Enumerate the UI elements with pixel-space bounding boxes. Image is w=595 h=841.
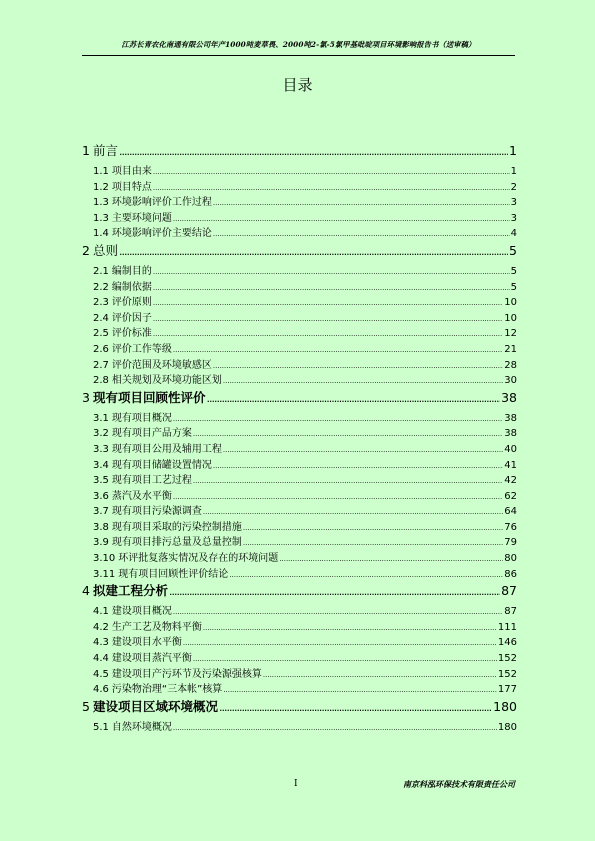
toc-entry-page: 12 [504,328,517,340]
toc-section-entry[interactable] [82,358,517,374]
toc-dot-leader [243,536,503,551]
toc-chapter-entry[interactable] [82,582,517,604]
toc-section-entry[interactable] [82,342,517,358]
toc-entry-page: 4 [510,228,517,240]
toc-dot-leader [223,443,503,458]
toc-dot-leader [153,296,503,311]
toc-entry-number: 2.3 [93,297,109,309]
toc-section-entry[interactable] [82,164,517,180]
toc-dot-leader [193,474,503,489]
toc-chapter-entry[interactable] [82,698,517,720]
toc-entry-page: 38 [501,389,517,405]
toc-entry-page: 146 [497,637,517,649]
toc-entry-number: 1.2 [93,181,109,193]
toc-section-entry[interactable] [82,604,517,620]
toc-entry-number: 3.5 [93,475,109,487]
toc-dot-leader [243,521,503,536]
toc-dot-leader [206,390,500,408]
toc-entry-page: 10 [504,297,517,309]
toc-entry-label: 现有项目工艺过程 [111,475,192,487]
toc-entry-page: 79 [504,537,517,549]
toc-entry-number: 4.2 [93,621,109,633]
toc-entry-page: 10 [504,312,517,324]
toc-entry-label: 现有项目概况 [111,412,172,424]
toc-entry-number: 3.8 [93,521,109,533]
toc-dot-leader [223,374,503,389]
toc-dot-leader [213,359,503,374]
toc-dot-leader [173,343,503,358]
toc-dot-leader [173,490,503,505]
toc-dot-leader [193,427,503,442]
toc-section-entry[interactable] [82,326,517,342]
toc-entry-number: 3.10 [93,553,116,565]
toc-entry-label: 编制目的 [111,265,152,277]
toc-entry-page: 86 [504,568,517,580]
toc-entry-label: 现有项目污染源调查 [111,506,202,518]
toc-dot-leader [153,181,510,196]
toc-entry-page: 3 [510,197,517,209]
toc-entry-number: 3.7 [93,506,109,518]
toc-section-entry[interactable] [82,682,517,698]
toc-entry-page: 5 [510,281,517,293]
toc-entry-number: 1 [82,143,90,158]
toc-entry-label: 评价工作等级 [111,343,172,355]
toc-entry-label: 现有项目排污总量及总量控制 [111,537,242,549]
toc-chapter-entry[interactable] [82,389,517,411]
toc-entry-page: 62 [504,490,517,502]
toc-chapter-entry[interactable] [82,142,517,164]
toc-entry-label: 拟建工程分析 [92,583,168,599]
toc-section-entry[interactable] [82,473,517,489]
toc-section-entry[interactable] [82,373,517,389]
toc-section-entry[interactable] [82,264,517,280]
toc-entry-number: 3.6 [93,490,109,502]
toc-entry-page: 42 [504,475,517,487]
toc-entry-label: 主要环境问题 [111,212,172,224]
toc-entry-number: 3 [82,389,90,405]
toc-entry-number: 2.6 [93,343,109,355]
toc-entry-label: 项目特点 [111,181,152,193]
toc-entry-page: 5 [509,242,517,258]
toc-entry-number: 2.8 [93,375,109,387]
toc-section-entry[interactable] [82,651,517,667]
toc-dot-leader [153,281,510,296]
toc-entry-page: 30 [504,375,517,387]
toc-entry-page: 64 [504,506,517,518]
toc-entry-label: 总则 [92,242,118,258]
toc-entry-label: 评价原则 [111,297,152,309]
toc-dot-leader [153,327,503,342]
toc-entry-page: 180 [497,721,517,733]
toc-entry-label: 污染物治理“三本帐”核算 [111,684,223,696]
toc-section-entry[interactable] [82,226,517,242]
toc-entry-number: 3.4 [93,459,109,471]
toc-entry-page: 21 [504,343,517,355]
toc-entry-number: 4.5 [93,668,109,680]
toc-entry-number: 5 [82,698,90,714]
toc-dot-leader [153,165,510,180]
toc-entry-label: 环境影响评价主要结论 [111,228,212,240]
toc-dot-leader [203,621,497,636]
toc-dot-leader [213,459,503,474]
toc-entry-page: 80 [504,553,517,565]
toc-section-entry[interactable] [82,520,517,536]
toc-dot-leader [263,668,497,683]
toc-entry-page: 152 [497,653,517,665]
toc-entry-number: 1.3 [93,212,109,224]
toc-dot-leader [153,265,510,280]
toc-entry-label: 建设项目区域环境概况 [92,698,218,714]
toc-chapter-entry[interactable] [82,242,517,264]
footer-page-number: I [294,779,298,789]
toc-entry-label: 自然环境概况 [111,721,172,733]
document-header: 江苏长青农化南通有限公司年产1000吨麦草畏、2000吨2-氯-5氯甲基吡啶项目环境影响报告书（送审稿） [121,40,476,49]
toc-entry-page: 152 [497,668,517,680]
toc-section-entry[interactable] [82,458,517,474]
toc-entry-label: 现有项目回顾性评价结论 [118,568,229,580]
toc-section-entry[interactable] [82,411,517,427]
toc-entry-number: 1.4 [93,228,109,240]
toc-entry-page: 1 [509,143,517,158]
toc-entry-number: 4 [82,583,90,599]
toc-entry-page: 76 [504,521,517,533]
toc-section-entry[interactable] [82,211,517,227]
toc-dot-leader [173,605,503,620]
table-of-contents [82,142,517,735]
toc-section-entry[interactable] [82,535,517,551]
page-title: 目录 [282,76,313,94]
toc-entry-label: 建设项目水平衡 [111,637,182,649]
toc-entry-number: 1.3 [93,197,109,209]
footer-company-name: 南京科泓环保技术有限责任公司 [403,779,515,789]
toc-entry-number: 2.1 [93,265,109,277]
toc-entry-label: 建设项目概况 [111,606,172,618]
toc-entry-label: 评价范围及环境敏感区 [111,359,212,371]
toc-entry-page: 87 [501,583,517,599]
toc-entry-label: 现有项目公用及辅用工程 [111,443,222,455]
toc-dot-leader [223,683,497,698]
toc-entry-page: 28 [504,359,517,371]
toc-entry-label: 编制依据 [111,281,152,293]
toc-entry-number: 2.2 [93,281,109,293]
toc-entry-number: 4.6 [93,684,109,696]
toc-dot-leader [219,699,492,717]
toc-entry-label: 项目由来 [111,166,152,177]
toc-entry-page: 38 [504,412,517,424]
toc-section-entry[interactable] [82,489,517,505]
toc-section-entry[interactable] [82,311,517,327]
toc-entry-page: 87 [504,606,517,618]
toc-entry-number: 4.4 [93,653,109,665]
header-divider [82,55,515,56]
toc-entry-label: 现有项目回顾性评价 [92,389,206,405]
toc-section-entry[interactable] [82,180,517,196]
toc-entry-label: 评价标准 [111,328,152,340]
toc-dot-leader [183,636,497,651]
toc-section-entry[interactable] [82,295,517,311]
toc-dot-leader [173,212,510,227]
toc-section-entry[interactable] [82,720,517,736]
toc-entry-label: 相关规划及环境功能区划 [111,375,222,387]
toc-entry-label: 现有项目产品方案 [111,428,192,440]
toc-entry-page: 177 [497,684,517,696]
toc-entry-number: 2.4 [93,312,109,324]
toc-entry-number: 3.3 [93,443,109,455]
toc-entry-page: 2 [510,181,517,193]
toc-entry-number: 2 [82,242,90,258]
toc-dot-leader [119,143,508,161]
toc-dot-leader [119,243,508,261]
toc-section-entry[interactable] [82,567,517,583]
toc-entry-label: 建设项目蒸汽平衡 [111,653,192,665]
toc-entry-number: 3.11 [93,568,116,580]
toc-entry-number: 3.1 [93,412,109,424]
toc-entry-label: 生产工艺及物料平衡 [111,621,202,633]
toc-dot-leader [169,583,500,601]
toc-entry-label: 现有项目采取的污染控制措施 [111,521,242,533]
toc-entry-label: 现有项目储罐设置情况 [111,459,212,471]
toc-section-entry[interactable] [82,551,517,567]
toc-entry-number: 1.1 [93,166,109,177]
toc-entry-page: 38 [504,428,517,440]
toc-dot-leader [173,412,503,427]
toc-entry-number: 2.5 [93,328,109,340]
toc-entry-number: 2.7 [93,359,109,371]
toc-section-entry[interactable] [82,442,517,458]
toc-dot-leader [153,312,503,327]
toc-entry-label: 建设项目产污环节及污染源强核算 [111,668,262,680]
toc-dot-leader [229,568,503,583]
toc-dot-leader [203,505,503,520]
toc-entry-page: 3 [510,212,517,224]
toc-entry-page: 1 [510,166,517,177]
toc-dot-leader [213,227,510,242]
toc-section-entry[interactable] [82,280,517,296]
toc-section-entry[interactable] [82,620,517,636]
toc-entry-label: 环境影响评价工作过程 [111,197,212,209]
toc-entry-page: 40 [504,443,517,455]
toc-dot-leader [213,196,510,211]
toc-entry-label: 前言 [92,143,118,158]
toc-entry-label: 蒸汽及水平衡 [111,490,172,502]
toc-entry-number: 4.3 [93,637,109,649]
toc-entry-page: 41 [504,459,517,471]
toc-dot-leader [173,721,497,736]
toc-entry-page: 5 [510,265,517,277]
toc-entry-number: 4.1 [93,606,109,618]
toc-entry-page: 111 [497,621,517,633]
toc-dot-leader [193,652,497,667]
toc-section-entry[interactable] [82,195,517,211]
toc-section-entry[interactable] [82,667,517,683]
toc-entry-number: 5.1 [93,721,109,733]
toc-section-entry[interactable] [82,504,517,520]
toc-section-entry[interactable] [82,635,517,651]
toc-entry-label: 评价因子 [111,312,152,324]
toc-dot-leader [279,552,503,567]
toc-section-entry[interactable] [82,426,517,442]
toc-entry-page: 180 [493,698,517,714]
toc-entry-number: 3.9 [93,537,109,549]
toc-entry-label: 环评批复落实情况及存在的环境问题 [118,553,279,565]
toc-entry-number: 3.2 [93,428,109,440]
